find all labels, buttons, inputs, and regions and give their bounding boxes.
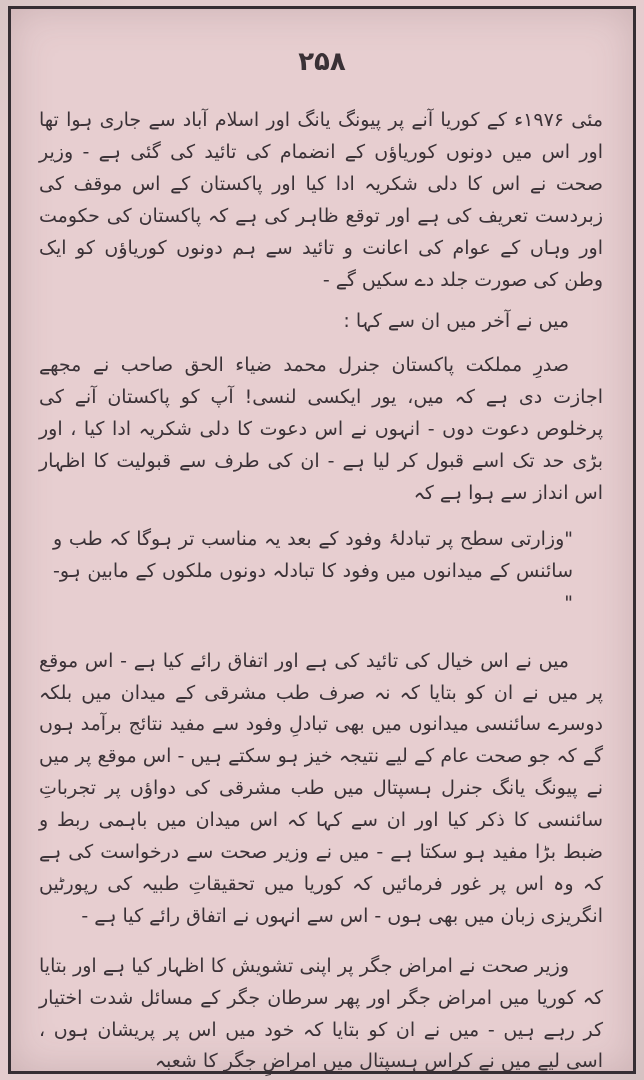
paragraph: مئی ۱۹۷۶ء کے کوریا آنے پر پیونگ یانگ اور اسلام آباد سے جاری ہوا تھا اور اس میں دونوں کوریاؤں کے انضمام کی تائید کی گئی ہے - وزیر صحت نے اس کا دلی شکریہ ادا کیا اور پاکستان کے اس موقف کی زبردست تعریف کی ہے اور توقع ظاہر کی ہے کہ پاکستان کی حکومت اور وہاں کے عوام کی اعانت و تائید سے ہم دونوں کوریاؤں کو ایک وطن کی صورت جلد دے سکیں گے -	[39, 109, 604, 291]
paragraph-lead-in: میں نے آخر میں ان سے کہا :	[343, 310, 569, 333]
page-text-content	[39, 105, 603, 1080]
page-border-frame	[8, 6, 636, 1074]
paragraph: میں نے اس خیال کی تائید کی ہے اور اتفاق رائے کیا ہے - اس موقع پر میں نے ان کو بتایا کہ نہ صرف طب مشرقی کے میدان میں بلکہ دوسرے سائنسی میدانوں میں بھی تبادلِ وفود سے مفید نتائج برآمد ہوں گے کہ جو صحت عام کے لیے نتیجہ خیز ہو سکتے ہیں - اس موقع پر میں نے پیونگ یانگ جنرل ہسپتال میں طب مشرقی کی دواؤں پر تجرباتِ سائنسی کا ذکر کیا اور ان سے کہا کہ اس میدان میں باہمی ربط و ضبط بڑا مفید ہو سکتا ہے - میں نے وزیر صحت سے درخواست کی ہے کہ وہ اس پر غور فرمائیں کہ کوریا میں تحقیقاتِ طبیہ کی رپورٹیں انگریزی زبان میں بھی ہوں - اس سے انہوں نے اتفاق رائے کیا ہے -	[39, 649, 603, 927]
paragraph: وزیر صحت نے امراض جگر پر اپنی تشویش کا اظہار کیا ہے اور بتایا کہ کوریا میں امراض جگر اور پھر سرطان جگر کے مسائل شدت اختیار کر رہے ہیں - میں نے ان کو بتایا کہ خود میں اس پر پریشان ہوں ، اسی لیے میں نے کراس ہسپتال میں امراضِ جگر کا شعبہ	[39, 954, 603, 1073]
paragraph: صدرِ مملکت پاکستان جنرل محمد ضیاء الحق صاحب نے مجھے اجازت دی ہے کہ میں، یور ایکسی لنسی! آپ کو پاکستان آنے کی پرخلوص دعوت دوں - انہوں نے اس دعوت کا دلی شکریہ ادا کیا ، اور بڑی حد تک اسے قبول کر لیا ہے - ان کی طرف سے قبولیت کا اظہار اس انداز سے ہوا ہے کہ	[39, 354, 603, 504]
quote-paragraph: "وزارتی سطح پر تبادلۂ وفود کے بعد یہ مناسب تر ہوگا کہ طب و سائنس کے میدانوں میں وفود کا تبادلہ دونوں ملکوں کے مابین ہو-"	[53, 527, 573, 614]
page-number: ۲۵۸	[298, 47, 346, 77]
